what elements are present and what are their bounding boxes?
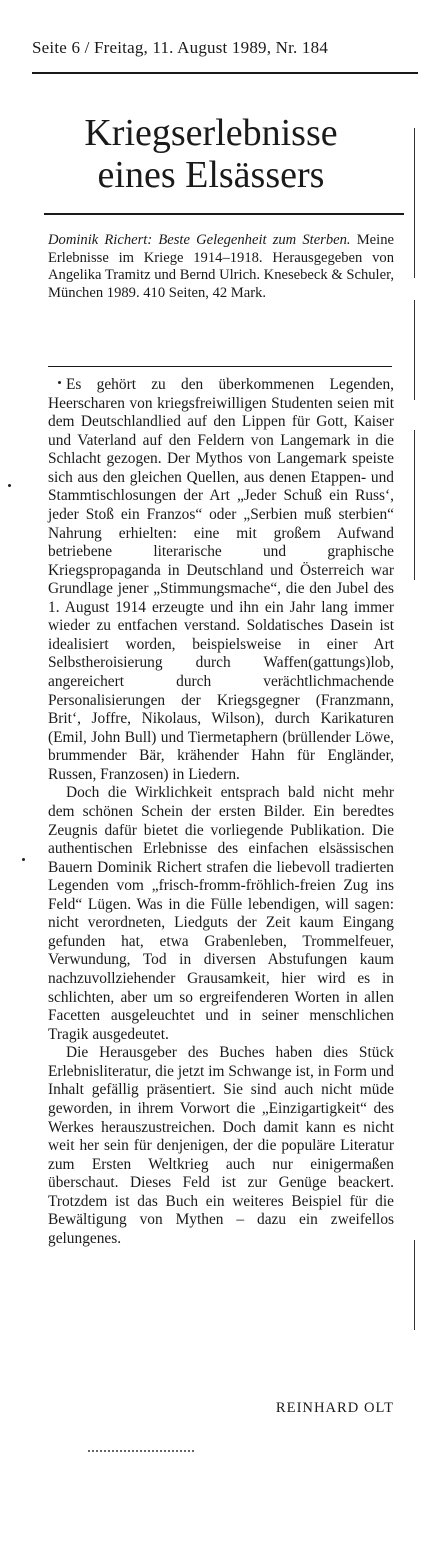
section-rule xyxy=(48,366,392,367)
column-rule xyxy=(414,1240,415,1330)
header-rule xyxy=(32,72,418,74)
headline-line-2: eines Elsässers xyxy=(97,154,325,196)
print-speck xyxy=(58,381,61,384)
print-speck xyxy=(22,858,25,861)
article-paragraph-3: Die Herausgeber des Buches haben dies Stück Erlebnisliteratur, die jetzt im Schwange ist, in Form und Inhalt gefällig präsentiert. Sie sind auch nicht müde geworden, in ihrem Vorwort die „Einzigartigkeit“ des Werkes herauszustreichen. Doch damit kann es nicht weit her sein für denjenigen, der die populäre Literatur zum Ersten Weltkrieg auch nur einigermaßen überschaut. Dieses Feld ist zur Genüge beackert. Trotzdem ist das Buch ein weiteres Beispiel für die Bewältigung von Mythen – dazu ein zweifellos gelungenes. xyxy=(48,1044,394,1247)
column-rule xyxy=(414,128,415,278)
article-body xyxy=(48,376,394,1248)
column-rule xyxy=(414,300,415,400)
article-paragraph-2: Doch die Wirklichkeit entsprach bald nicht mehr dem schönen Schein der ersten Bilder. Ein beredtes Zeugnis dafür bietet die vorliegende Publikation. Die authentischen Erlebnisse des einfachen elsässischen Bauern Dominik Richert strafen die liebevoll tradierten Legenden vom „frisch-fromm-fröhlich-freien Zug ins Feld“ Lügen. Was in die Fülle lebendigen, will sagen: nicht verordneten, Liedguts der Zeit kaum Eingang gefunden hat, etwa Grabenleben, Trommelfeuer, Verwundung, Tod in diversen Abstufungen kaum nachzuvollziehender Grausamkeit, hier wird es in schlichten, aber um so ergreifenderen Worten in allen Facetten ausgeleuchtet und in seiner menschlichen Tragik ausgedeutet. xyxy=(48,784,394,1043)
book-author-title: Dominik Richert: Beste Gelegenheit zum Sterben. xyxy=(48,232,351,248)
headline-line-1: Kriegserlebnisse xyxy=(84,112,338,154)
column-rule xyxy=(414,430,415,580)
article-paragraph-1: Es gehört zu den überkommenen Legenden, Heerscharen von kriegsfreiwilligen Studenten seien mit dem Deutschlandlied auf den Lippen für Gott, Kaiser und Vaterland auf den Feldern von Langemark in die Schlacht gezogen. Der Mythos von Langemark speiste sich aus den gleichen Quellen, aus denen Etappen- und Stammtischlosungen der Art „Jeder Schuß ein Russ‘, jeder Stoß ein Franzos“ oder „Serbien muß sterbien“ Nahrung erhielten: eine mit großem Aufwand betriebene literarische und graphische Kriegspropaganda in Deutschland und Österreich war Grundlage jener „Stimmungsmache“, die den Jubel des 1. August 1914 erzeugte und ihn ein Jahr lang immer wieder zu entfachen verstand. Soldatisches Dasein ist idealisiert worden, beispielsweise in einer Art Selbstheroisierung durch Waffen(gattungs)lob, angereichert durch verächtlichmachende Personalisierungen der Kriegsgegner (Franzmann, Brit‘, Joffre, Nikolaus, Wilson), durch Karikaturen (Emil, John Bull) und Tiermetaphern (brüllender Löwe, brummender Bär, krähender Hahn für Engländer, Russen, Franzosen) in Liedern. xyxy=(48,376,394,783)
dotted-separator xyxy=(88,1450,194,1452)
page-header: Seite 6 / Freitag, 11. August 1989, Nr. 184 xyxy=(32,38,329,57)
headline-rule xyxy=(44,213,404,215)
print-speck xyxy=(8,484,11,487)
book-details: Meine Erlebnisse im Kriege 1914–1918. Herausgegeben von Angelika Tramitz und Bernd Ulrich. Knesebeck & Schuler, München 1989. 410 Seiten, 42 Mark. xyxy=(48,232,394,301)
book-reference xyxy=(48,232,394,302)
article-headline xyxy=(46,112,376,196)
author-byline: REINHARD OLT xyxy=(275,1400,394,1416)
